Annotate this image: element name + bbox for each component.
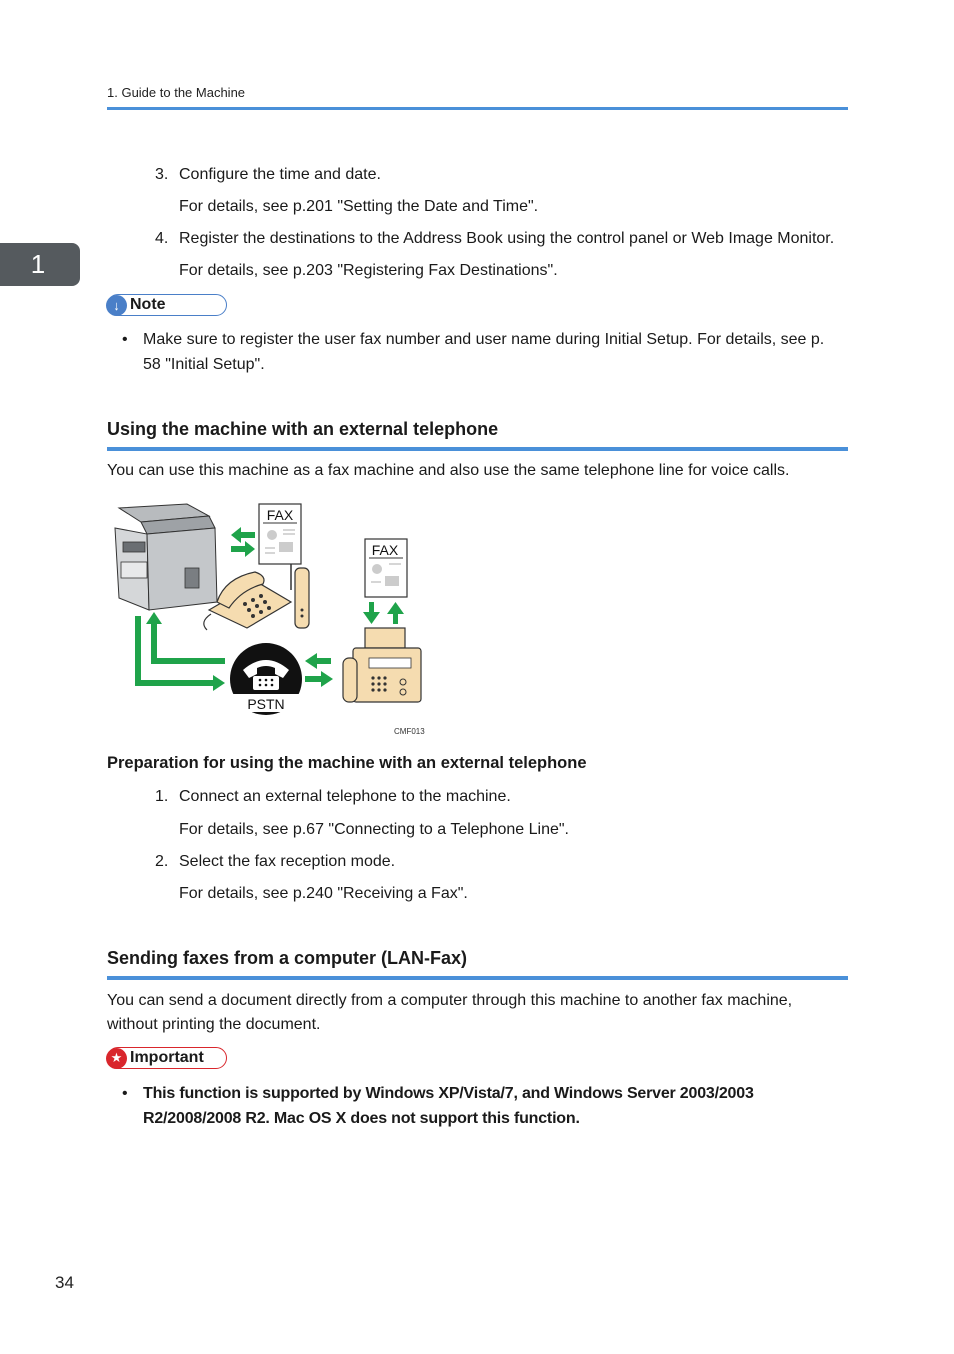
section-intro: You can use this machine as a fax machine and also use the same telephone line for voice calls.	[107, 462, 790, 479]
important-label: ★ Important	[107, 1047, 227, 1069]
step-text: Configure the time and date.	[179, 166, 381, 183]
step-detail: For details, see p.203 "Registering Fax Destinations".	[179, 262, 558, 279]
step-text: Connect an external telephone to the machine.	[179, 788, 511, 805]
section-rule	[107, 447, 848, 451]
fax-machine-icon	[343, 628, 421, 702]
page-number: 34	[55, 1273, 74, 1292]
chapter-tab	[0, 243, 80, 286]
important-text-line2: R2/2008/2008 R2. Mac OS X does not support this function.	[143, 1110, 580, 1127]
note-text-line2: 58 "Initial Setup".	[143, 356, 265, 373]
note-text-line1: Make sure to register the user fax number and user name during Initial Setup. For details, see p.	[143, 331, 825, 348]
pstn-label: PSTN	[247, 696, 285, 712]
chapter-tab-number: 1	[30, 249, 46, 279]
section-heading: Sending faxes from a computer (LAN-Fax)	[107, 948, 468, 968]
step-number: 2.	[155, 853, 169, 870]
step-detail: For details, see p.201 "Setting the Date and Time".	[179, 198, 539, 215]
section-rule	[107, 976, 848, 980]
telephone-icon	[204, 560, 309, 630]
fax-label: FAX	[371, 542, 399, 558]
step-detail: For details, see p.67 "Connecting to a Telephone Line".	[179, 821, 569, 838]
section-heading: Using the machine with an external telephone	[107, 419, 499, 439]
arrow-icon	[363, 602, 404, 624]
running-header: 1. Guide to the Machine	[107, 85, 246, 100]
important-text-line1: This function is supported by Windows XP/Vista/7, and Windows Server 2003/2003	[143, 1085, 754, 1102]
figure-caption: CMF013	[394, 727, 425, 736]
bullet-dot: •	[122, 331, 128, 348]
section-intro-line1: You can send a document directly from a computer through this machine to another fax machine,	[107, 992, 793, 1009]
star-icon: ★	[106, 1048, 127, 1069]
section-intro-line2: without printing the document.	[107, 1016, 321, 1033]
fax-telephone-diagram	[107, 498, 437, 736]
bullet-dot: •	[122, 1085, 128, 1102]
step-detail: For details, see p.240 "Receiving a Fax".	[179, 885, 468, 902]
step-text: Register the destinations to the Address Book using the control panel or Web Image Monitor.	[179, 230, 835, 247]
arrow-icon	[231, 527, 255, 557]
arrow-down-icon: ↓	[106, 295, 127, 316]
note-label: ↓ Note	[107, 294, 227, 316]
mfp-printer-icon	[115, 504, 217, 610]
header-rule	[107, 107, 848, 110]
step-number: 3.	[155, 166, 169, 183]
step-text: Select the fax reception mode.	[179, 853, 396, 870]
step-number: 4.	[155, 230, 169, 247]
fax-label: FAX	[266, 507, 294, 523]
step-number: 1.	[155, 788, 169, 805]
subsection-heading: Preparation for using the machine with an external telephone	[107, 754, 587, 772]
